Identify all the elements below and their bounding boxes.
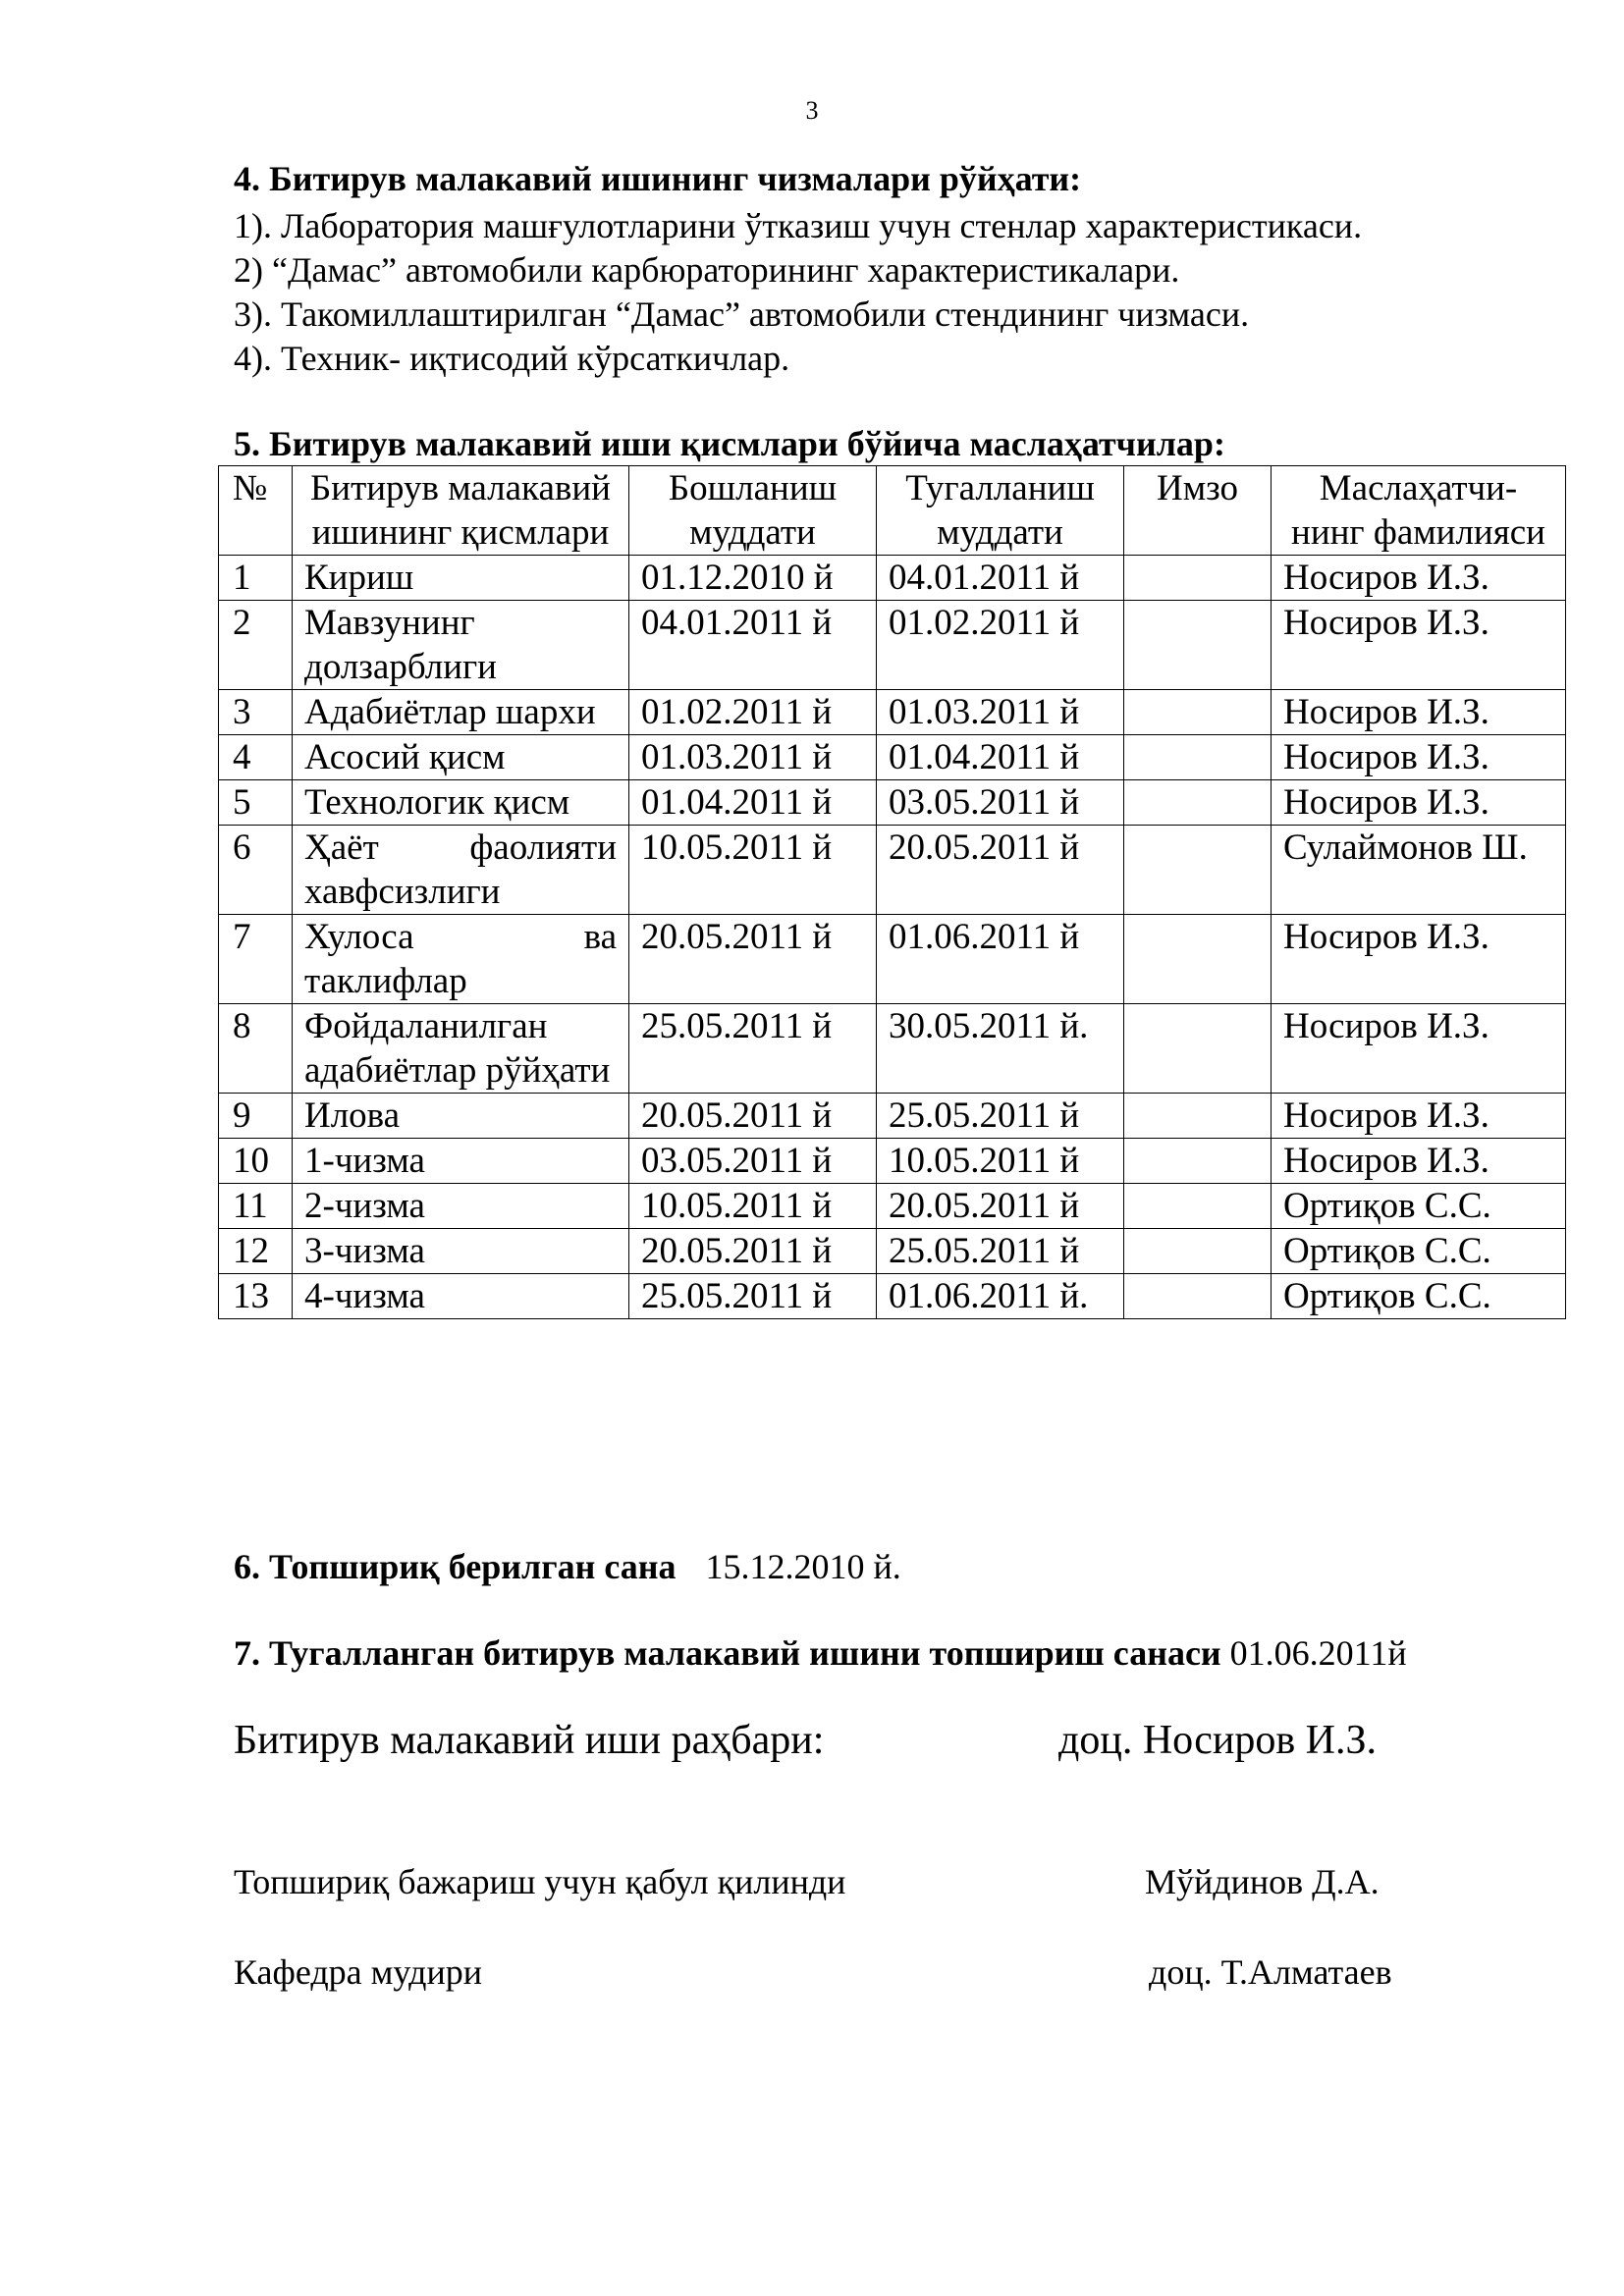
cell-part: Адабиётлар шархи: [293, 690, 629, 735]
cell-num: 3: [219, 690, 293, 735]
cell-end: 20.05.2011 й: [877, 1184, 1124, 1229]
cell-end: 01.06.2011 й.: [877, 1274, 1124, 1319]
header-num: №: [219, 466, 293, 556]
table-row: [219, 780, 1566, 826]
cell-part: Мавзунинг долзарблиги: [293, 601, 629, 690]
cell-num: 2: [219, 601, 293, 690]
cell-consultant: Носиров И.З.: [1272, 780, 1566, 826]
section-5-title: 5. Битирув малакавий иши қисмлари бўйича маслаҳатчилар:: [234, 424, 1225, 463]
cell-num: 4: [219, 735, 293, 780]
drawing-item: 3). Такомиллаштирилган “Дамас” автомобили стендининг чизмаси.: [234, 294, 1250, 334]
table-row: [219, 915, 1566, 1004]
cell-num: 10: [219, 1139, 293, 1184]
head-of-department-label: Кафедра мудири: [234, 1952, 483, 1992]
table-row: [219, 1004, 1566, 1094]
cell-end: 01.06.2011 й: [877, 915, 1124, 1004]
cell-sign: [1124, 690, 1272, 735]
cell-sign: [1124, 556, 1272, 601]
accepted-line: [234, 1860, 1380, 1903]
cell-start: 10.05.2011 й: [629, 1184, 877, 1229]
cell-consultant: Носиров И.З.: [1272, 735, 1566, 780]
cell-part: Кириш: [293, 556, 629, 601]
cell-part: Фойдаланилган адабиётлар рўйҳати: [293, 1004, 629, 1094]
cell-start: 01.12.2010 й: [629, 556, 877, 601]
cell-part: 4-чизма: [293, 1274, 629, 1319]
cell-num: 12: [219, 1229, 293, 1274]
assignment-date-line: [234, 1545, 901, 1588]
cell-num: 7: [219, 915, 293, 1004]
supervisor-name: доц. Носиров И.З.: [1058, 1718, 1378, 1763]
header-part: Битирув малакавий ишининг қисмлари: [293, 466, 629, 556]
cell-start: 25.05.2011 й: [629, 1004, 877, 1094]
cell-sign: [1124, 915, 1272, 1004]
submission-date-label: 7. Тугалланган битирув малакавий ишини топшириш санаси: [234, 1633, 1221, 1673]
cell-sign: [1124, 1094, 1272, 1139]
cell-num: 9: [219, 1094, 293, 1139]
cell-num: 11: [219, 1184, 293, 1229]
assignment-date-value: 15.12.2010 й.: [705, 1547, 901, 1586]
cell-consultant: Носиров И.З.: [1272, 1094, 1566, 1139]
cell-consultant: Носиров И.З.: [1272, 690, 1566, 735]
cell-num: 8: [219, 1004, 293, 1094]
cell-start: 03.05.2011 й: [629, 1139, 877, 1184]
drawings-list: [234, 204, 1362, 381]
cell-start: 20.05.2011 й: [629, 1094, 877, 1139]
supervisor-line: [234, 1716, 1378, 1765]
cell-consultant: Ортиқов С.С.: [1272, 1274, 1566, 1319]
cell-consultant: Носиров И.З.: [1272, 601, 1566, 690]
section-4-title: 4. Битирув малакавий ишининг чизмалари рўйҳати:: [234, 159, 1082, 198]
header-sign: Имзо: [1124, 466, 1272, 556]
assignment-date-label: 6. Топшириқ берилган сана: [234, 1547, 677, 1586]
cell-consultant: Ортиқов С.С.: [1272, 1184, 1566, 1229]
drawing-item: 4). Техник- иқтисодий кўрсаткичлар.: [234, 339, 790, 378]
cell-start: 01.04.2011 й: [629, 780, 877, 826]
submission-date-line: [234, 1631, 1407, 1675]
table-row: [219, 556, 1566, 601]
cell-consultant: Носиров И.З.: [1272, 1139, 1566, 1184]
drawing-item: 2) “Дамас” автомобили карбюраторининг характеристикалари.: [234, 250, 1180, 290]
page-number: 3: [805, 96, 819, 125]
header-start: Бошланиш муддати: [629, 466, 877, 556]
cell-sign: [1124, 1229, 1272, 1274]
header-end: Тугалланиш муддати: [877, 466, 1124, 556]
cell-sign: [1124, 1274, 1272, 1319]
cell-end: 30.05.2011 й.: [877, 1004, 1124, 1094]
table-row: [219, 1139, 1566, 1184]
student-name: Мўйдинов Д.А.: [1145, 1862, 1380, 1901]
supervisor-label: Битирув малакавий иши раҳбари:: [234, 1718, 825, 1763]
cell-end: 10.05.2011 й: [877, 1139, 1124, 1184]
cell-start: 01.03.2011 й: [629, 735, 877, 780]
cell-sign: [1124, 780, 1272, 826]
cell-part: 2-чизма: [293, 1184, 629, 1229]
cell-sign: [1124, 826, 1272, 915]
cell-consultant: Носиров И.З.: [1272, 915, 1566, 1004]
cell-sign: [1124, 1184, 1272, 1229]
table-row: [219, 826, 1566, 915]
table-row: [219, 1229, 1566, 1274]
head-of-department-line: [234, 1950, 1392, 1994]
cell-num: 1: [219, 556, 293, 601]
cell-sign: [1124, 735, 1272, 780]
cell-consultant: Ортиқов С.С.: [1272, 1229, 1566, 1274]
cell-end: 25.05.2011 й: [877, 1229, 1124, 1274]
accepted-label: Топшириқ бажариш учун қабул қилинди: [234, 1862, 846, 1901]
cell-start: 01.02.2011 й: [629, 690, 877, 735]
cell-start: 04.01.2011 й: [629, 601, 877, 690]
cell-consultant: Носиров И.З.: [1272, 556, 1566, 601]
cell-start: 20.05.2011 й: [629, 1229, 877, 1274]
cell-num: 6: [219, 826, 293, 915]
cell-end: 03.05.2011 й: [877, 780, 1124, 826]
table-row: [219, 1094, 1566, 1139]
cell-end: 01.03.2011 й: [877, 690, 1124, 735]
cell-num: 5: [219, 780, 293, 826]
cell-end: 04.01.2011 й: [877, 556, 1124, 601]
table-row: [219, 601, 1566, 690]
table-header-row: [219, 466, 1566, 556]
cell-sign: [1124, 601, 1272, 690]
cell-part: Илова: [293, 1094, 629, 1139]
table-row: [219, 1274, 1566, 1319]
cell-part: Асосий қисм: [293, 735, 629, 780]
cell-num: 13: [219, 1274, 293, 1319]
table-row: [219, 735, 1566, 780]
consultants-table: [218, 465, 1566, 1319]
cell-start: 10.05.2011 й: [629, 826, 877, 915]
head-of-department-name: доц. Т.Алматаев: [1149, 1952, 1392, 1992]
cell-sign: [1124, 1004, 1272, 1094]
cell-part: Технологик қисм: [293, 780, 629, 826]
submission-date-value: 01.06.2011й: [1229, 1633, 1407, 1673]
table-row: [219, 690, 1566, 735]
cell-end: 25.05.2011 й: [877, 1094, 1124, 1139]
drawing-item: 1). Лаборатория машғулотларини ўтказиш учун стенлар характеристикаси.: [234, 206, 1363, 245]
cell-start: 20.05.2011 й: [629, 915, 877, 1004]
cell-part: Хулоса ва таклифлар: [293, 915, 629, 1004]
cell-end: 01.04.2011 й: [877, 735, 1124, 780]
cell-end: 20.05.2011 й: [877, 826, 1124, 915]
cell-end: 01.02.2011 й: [877, 601, 1124, 690]
table-row: [219, 1184, 1566, 1229]
cell-sign: [1124, 1139, 1272, 1184]
cell-part: 3-чизма: [293, 1229, 629, 1274]
cell-part: Ҳаёт фаолияти хавфсизлиги: [293, 826, 629, 915]
cell-start: 25.05.2011 й: [629, 1274, 877, 1319]
header-consultant: Маслаҳатчи-нинг фамилияси: [1272, 466, 1566, 556]
cell-consultant: Сулаймонов Ш.: [1272, 826, 1566, 915]
cell-consultant: Носиров И.З.: [1272, 1004, 1566, 1094]
cell-part: 1-чизма: [293, 1139, 629, 1184]
